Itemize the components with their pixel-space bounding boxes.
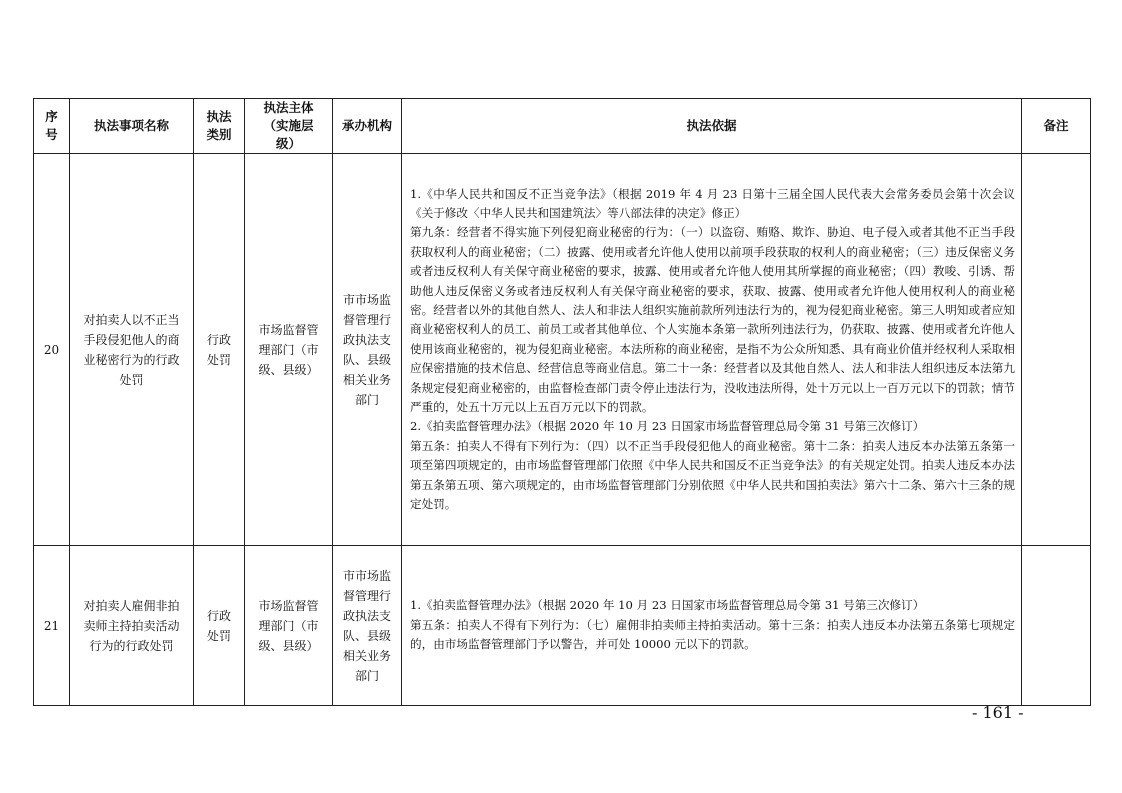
row-subject: 市场监督管理部门（市级、县级） [245, 154, 333, 546]
enforcement-table [33, 98, 1091, 706]
row-remark [1022, 154, 1091, 546]
row-name: 对拍卖人以不正当手段侵犯他人的商业秘密行为的行政处罚 [70, 154, 194, 546]
header-seq: 序号 [34, 99, 70, 154]
table-header-row [34, 99, 1091, 154]
basis-paragraph: 第五条：拍卖人不得有下列行为：（七）雇佣非拍卖师主持拍卖活动。第十三条：拍卖人违反本办法第五条第七项规定的，由市场监督管理部门予以警告，并可处 10000 元以下的罚款。 [410, 617, 1015, 652]
basis-paragraph: 2.《拍卖监督管理办法》（根据 2020 年 10 月 23 日国家市场监督管理总局令第 31 号第三次修订） [410, 419, 925, 434]
table-row [34, 154, 1091, 546]
row-name: 对拍卖人雇佣非拍卖师主持拍卖活动行为的行政处罚 [70, 546, 194, 706]
row-basis [402, 546, 1022, 706]
header-name: 执法事项名称 [70, 99, 194, 154]
row-basis [402, 154, 1022, 546]
header-subject: 执法主体（实施层级） [245, 99, 333, 154]
table-row [34, 546, 1091, 706]
header-basis: 执法依据 [402, 99, 1022, 154]
basis-paragraph: 第五条：拍卖人不得有下列行为：（四）以不正当手段侵犯他人的商业秘密。第十二条：拍卖人违反本办法第五条第一项至第四项规定的，由市场监督管理部门依照《中华人民共和国反不正当竞争法》的有关规定处罚。拍卖人违反本办法第五条第五项、第六项规定的，由市场监督管理部门分别依照《中华人民共和国拍卖法》第六十二条、第六十三条的规定处罚。 [410, 438, 1015, 512]
row-remark [1022, 546, 1091, 706]
page-number: - 161 - [972, 703, 1024, 722]
header-remark: 备注 [1022, 99, 1091, 154]
row-category: 行政处罚 [194, 546, 245, 706]
header-category: 执法类别 [194, 99, 245, 154]
header-agency: 承办机构 [333, 99, 402, 154]
row-agency: 市市场监督管理行政执法支队、县级相关业务部门 [333, 154, 402, 546]
basis-paragraph: 第九条：经营者不得实施下列侵犯商业秘密的行为：（一）以盗窃、贿赂、欺诈、胁迫、电子侵入或者其他不正当手段获取权利人的商业秘密；（二）披露、使用或者允许他人使用以前项手段获取的权利人的商业秘密；（三）违反保密义务或者违反权利人有关保守商业秘密的要求，披露、使用或者允许他人使用其所掌握的商业秘密；（四）教唆、引诱、帮助他人违反保密义务或者违反权利人有关保守商业秘密的要求，获取、披露、使用或者允许他人使用权利人的商业秘密。经营者以外的其他自然人、法人和非法人组织实施前款所列违法行为的，视为侵犯商业秘密。第三人明知或者应知商业秘密权利人的员工、前员工或者其他单位、个人实施本条第一款所列违法行为，仍获取、披露、使用或者允许他人使用该商业秘密的，视为侵犯商业秘密。本法所称的商业秘密，是指不为公众所知悉、具有商业价值并经权利人采取相应保密措施的技术信息、经营信息等商业信息。第二十一条：经营者以及其他自然人、法人和非法人组织违反本法第九条规定侵犯商业秘密的，由监督检查部门责令停止违法行为，没收违法所得，处十万元以上一百万元以下的罚款；情节严重的，处五十万元以上五百万元以下的罚款。 [410, 225, 1015, 415]
document-page [33, 98, 1091, 706]
basis-paragraph: 1.《中华人民共和国反不正当竞争法》（根据 2019 年 4 月 23 日第十三届全国人民代表大会常务委员会第十次会议《关于修改〈中华人民共和国建筑法〉等八部法律的决定》修正） [410, 186, 1015, 220]
basis-paragraph: 1.《拍卖监督管理办法》（根据 2020 年 10 月 23 日国家市场监督管理总局令第 31 号第三次修订） [410, 598, 925, 613]
row-seq: 20 [34, 154, 70, 546]
row-subject: 市场监督管理部门（市级、县级） [245, 546, 333, 706]
row-agency: 市市场监督管理行政执法支队、县级相关业务部门 [333, 546, 402, 706]
row-category: 行政处罚 [194, 154, 245, 546]
row-seq: 21 [34, 546, 70, 706]
